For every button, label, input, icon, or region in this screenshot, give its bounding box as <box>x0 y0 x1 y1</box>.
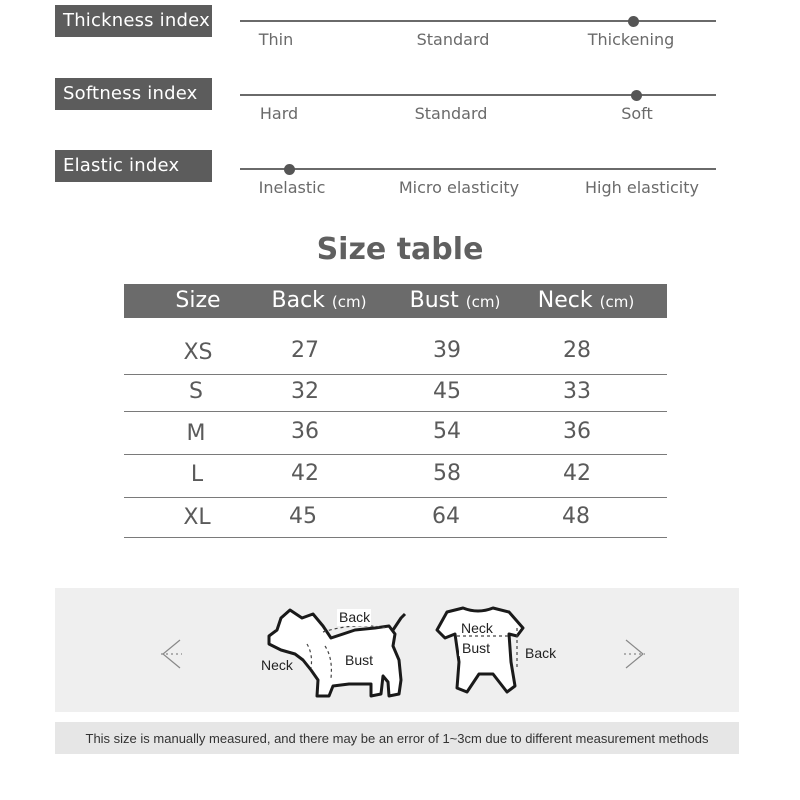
garment-back-label: Back <box>525 645 557 661</box>
table-row-divider <box>124 454 667 455</box>
measurement-diagram-panel <box>55 588 739 712</box>
softness-option-soft: Soft <box>621 104 653 123</box>
table-cell-bust: 58 <box>433 461 461 486</box>
measurement-note-bar <box>55 722 739 754</box>
table-cell-back: 45 <box>289 504 317 529</box>
prev-arrow-icon[interactable] <box>161 640 182 668</box>
table-cell-neck: 48 <box>562 504 590 529</box>
thickness-scale-line <box>240 20 716 22</box>
thickness-option-standard: Standard <box>416 30 490 49</box>
thickness-option-thin: Thin <box>258 30 294 49</box>
measurement-note-text: This size is manually measured, and there may be an error of 1~3cm due to different measurement methods <box>85 731 709 746</box>
table-cell-size: S <box>189 379 203 404</box>
next-arrow-icon[interactable] <box>624 640 645 668</box>
header-back: Back (cm) <box>271 288 367 313</box>
softness-scale-line <box>240 94 716 96</box>
table-cell-back: 27 <box>291 338 319 363</box>
header-neck: Neck (cm) <box>537 288 635 313</box>
thickness-option-thickening: Thickening <box>587 30 675 49</box>
header-size: Size <box>175 288 221 313</box>
garment-neck-label: Neck <box>461 620 493 636</box>
table-row-divider <box>124 374 667 375</box>
table-row-divider <box>124 537 667 538</box>
table-cell-back: 36 <box>291 419 319 444</box>
table-cell-size: L <box>190 462 204 487</box>
elastic-option-micro-elasticity: Micro elasticity <box>398 178 520 197</box>
dog-bust-label: Bust <box>345 652 374 668</box>
size-table-header <box>124 284 667 318</box>
header-bust: Bust (cm) <box>409 288 501 313</box>
elastic-index-label: Elastic index <box>55 150 212 182</box>
table-row-divider <box>124 411 667 412</box>
table-cell-neck: 33 <box>563 379 591 404</box>
thickness-index-label: Thickness index <box>55 5 212 37</box>
elastic-option-inelastic: Inelastic <box>258 178 326 197</box>
thickness-scale-marker <box>628 16 639 27</box>
softness-option-hard: Hard <box>259 104 299 123</box>
size-table-title: Size table <box>316 232 484 267</box>
table-cell-size: XL <box>183 505 211 530</box>
softness-option-standard: Standard <box>414 104 488 123</box>
table-cell-back: 42 <box>291 461 319 486</box>
elastic-scale-line <box>240 168 716 170</box>
table-cell-bust: 39 <box>433 338 461 363</box>
dog-back-label: Back <box>339 609 371 625</box>
elastic-option-high-elasticity: High elasticity <box>585 178 699 197</box>
table-cell-bust: 45 <box>433 379 461 404</box>
softness-index-label: Softness index <box>55 78 212 110</box>
table-cell-neck: 42 <box>563 461 591 486</box>
table-cell-size: XS <box>183 340 213 365</box>
table-cell-bust: 54 <box>433 419 461 444</box>
table-row-divider <box>124 497 667 498</box>
table-cell-size: M <box>186 421 206 446</box>
table-cell-neck: 28 <box>563 338 591 363</box>
table-cell-back: 32 <box>291 379 319 404</box>
table-cell-neck: 36 <box>563 419 591 444</box>
garment-bust-label: Bust <box>462 640 491 656</box>
dog-neck-label: Neck <box>261 657 293 673</box>
softness-scale-marker <box>631 90 642 101</box>
elastic-scale-marker <box>284 164 295 175</box>
table-cell-bust: 64 <box>432 504 460 529</box>
